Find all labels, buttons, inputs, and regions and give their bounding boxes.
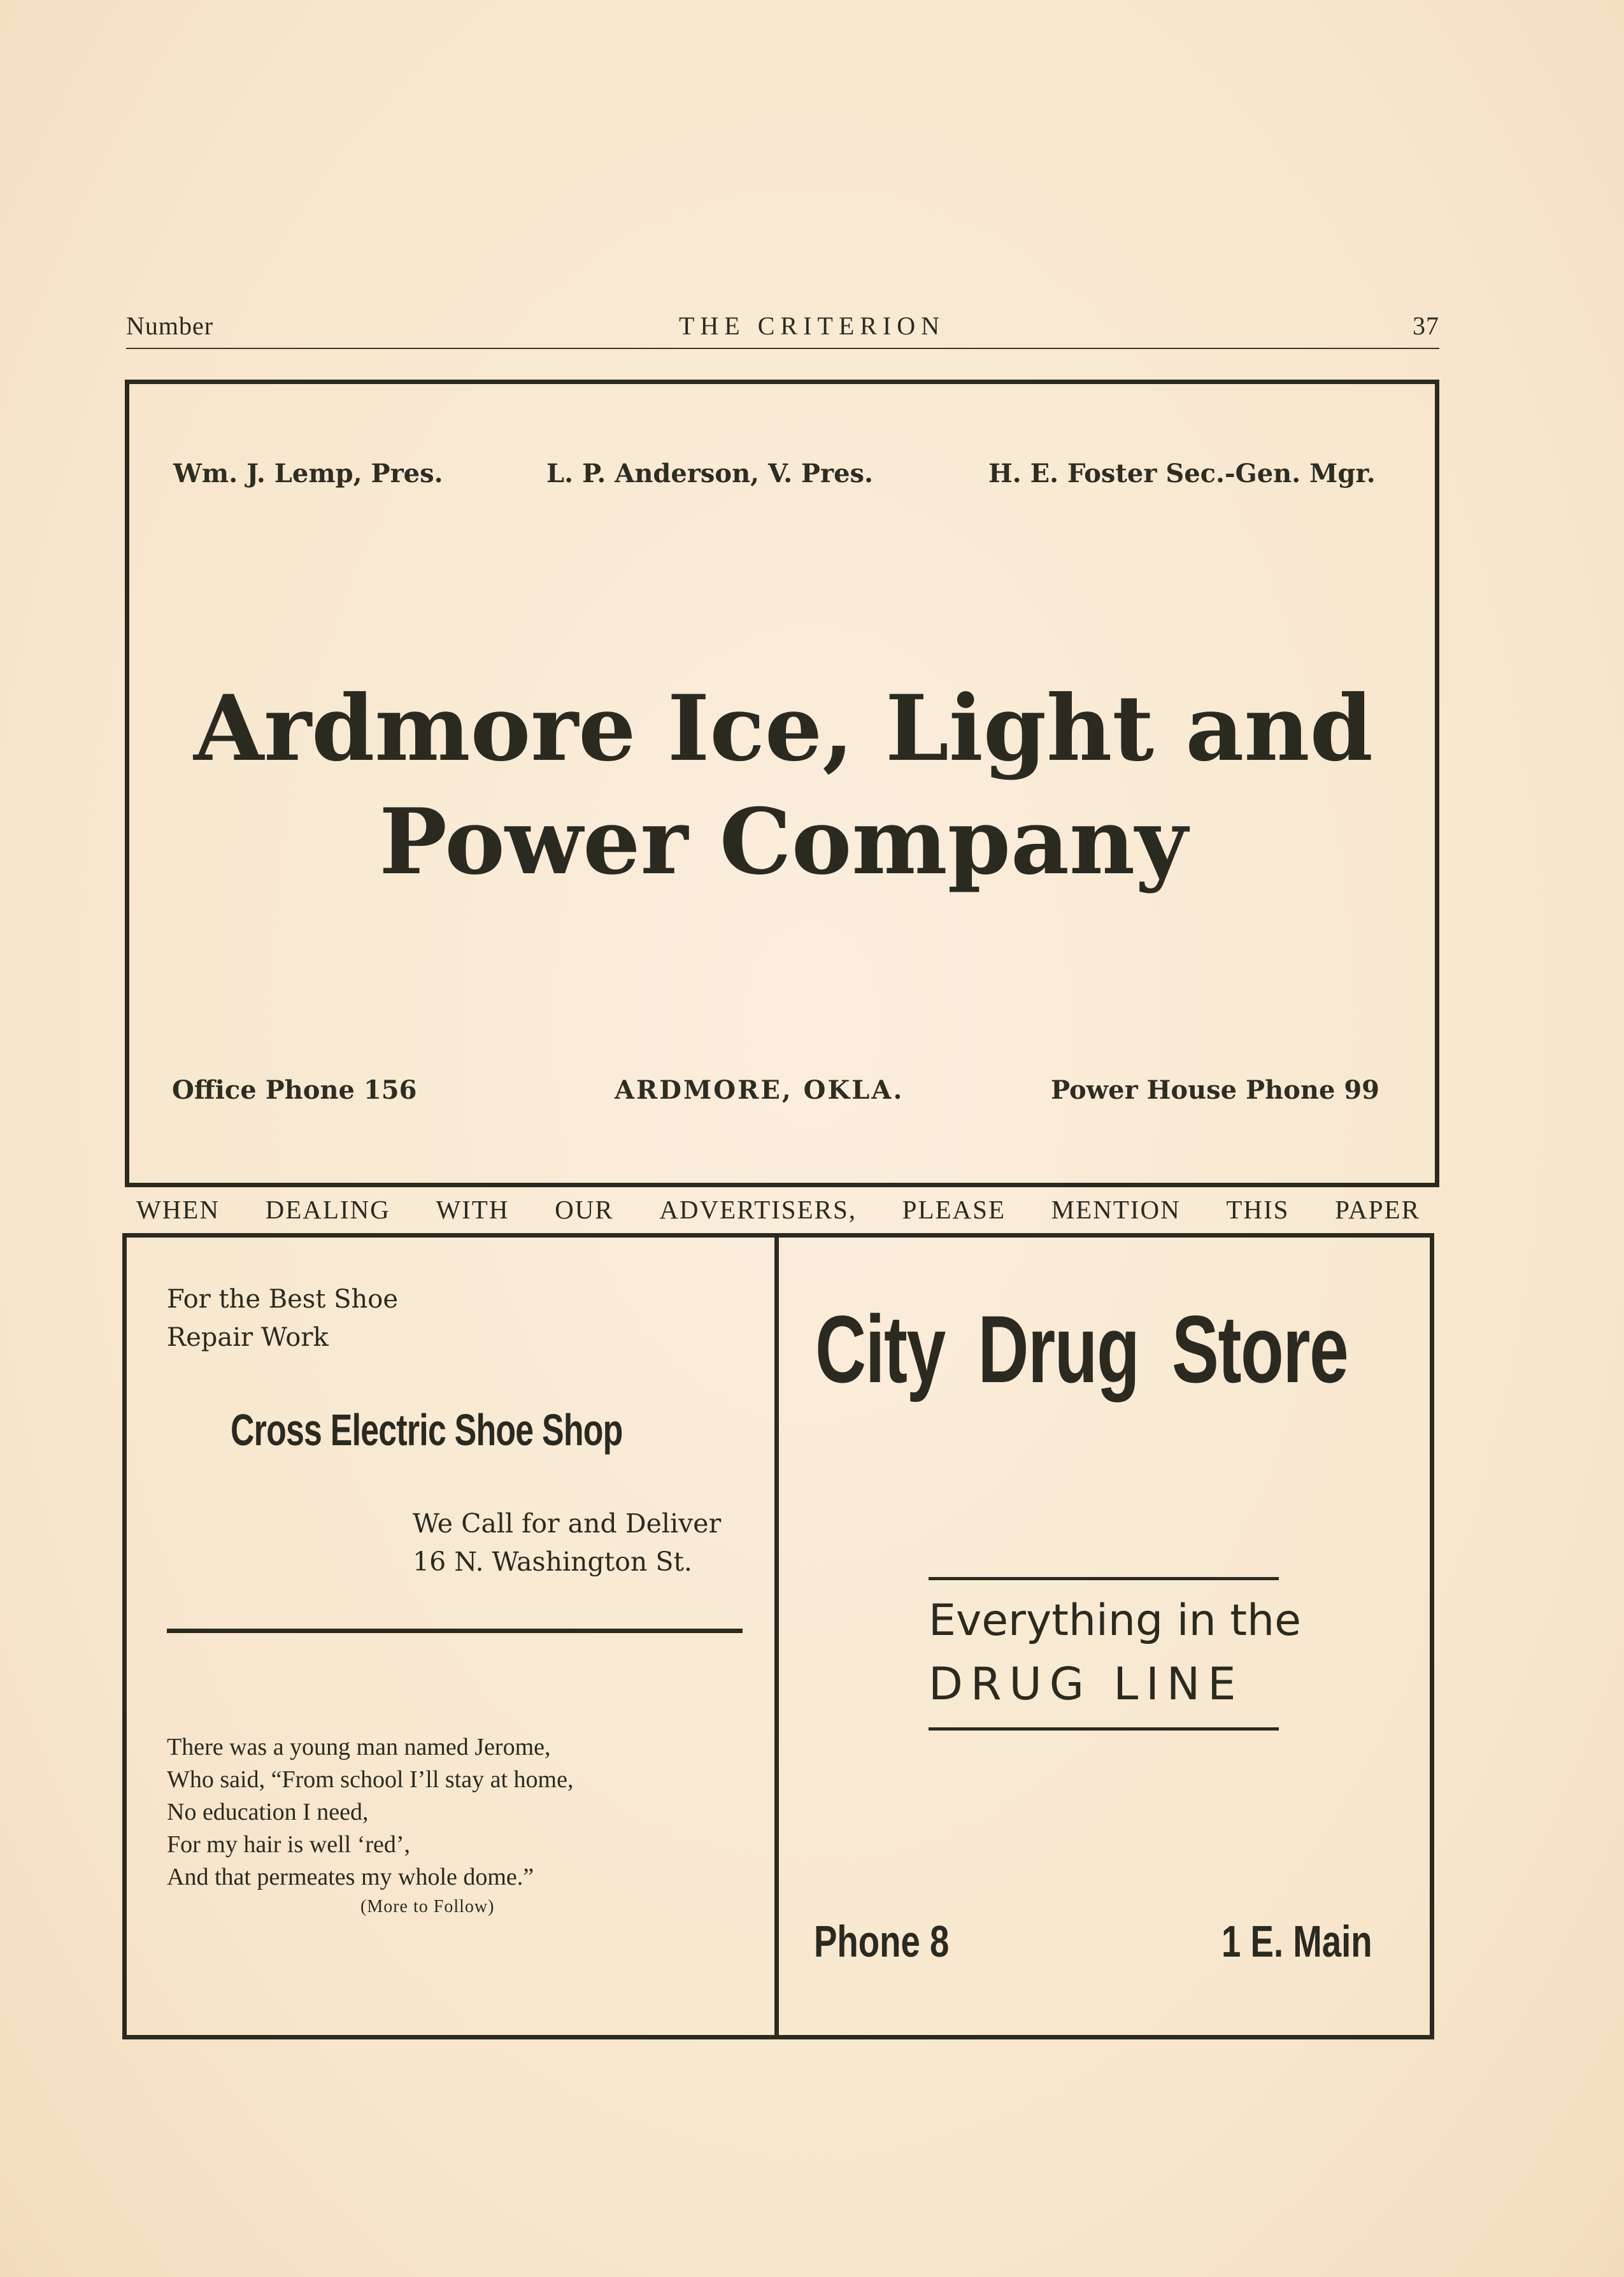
company-name-line-1: Ardmore Ice, Light and bbox=[194, 676, 1373, 782]
publication-title: THE CRITERION bbox=[678, 311, 946, 340]
banner-word: DEALING bbox=[265, 1195, 390, 1224]
shoe-ad-intro bbox=[167, 1280, 398, 1357]
drug-ad-rule-bottom bbox=[929, 1727, 1279, 1731]
limerick-line: Who said, “From school I’ll stay at home, bbox=[167, 1766, 574, 1793]
company-name bbox=[127, 672, 1439, 899]
drug-store-address: 1 E. Main bbox=[1222, 1917, 1372, 1966]
shoe-service: We Call for and Deliver bbox=[413, 1508, 722, 1539]
drug-ad-rule-top bbox=[929, 1577, 1279, 1580]
banner-word: WITH bbox=[436, 1195, 509, 1224]
banner-word: MENTION bbox=[1051, 1195, 1181, 1224]
banner-word: THIS bbox=[1226, 1195, 1290, 1224]
drug-store-name: City Drug Store bbox=[815, 1296, 1348, 1403]
column-divider bbox=[774, 1233, 779, 2039]
shoe-intro-line-2: Repair Work bbox=[167, 1323, 329, 1352]
limerick-line: No education I need, bbox=[167, 1799, 369, 1825]
power-house-phone: Power House Phone 99 bbox=[1051, 1075, 1379, 1105]
office-phone: Office Phone 156 bbox=[172, 1075, 417, 1105]
shoe-shop-address bbox=[413, 1504, 721, 1581]
drug-slogan-line-2: DRUG LINE bbox=[929, 1658, 1244, 1710]
limerick bbox=[167, 1731, 574, 1894]
shoe-shop-name: Cross Electric Shoe Shop bbox=[231, 1405, 623, 1455]
limerick-line: For my hair is well ‘red’, bbox=[167, 1831, 411, 1858]
advertisers-banner bbox=[136, 1194, 1420, 1225]
officer-vice-president: L. P. Anderson, V. Pres. bbox=[546, 459, 873, 489]
more-to-follow-note: (More to Follow) bbox=[360, 1897, 495, 1917]
drug-slogan-line-1: Everything in the bbox=[929, 1595, 1301, 1646]
banner-word: ADVERTISERS, bbox=[659, 1195, 857, 1224]
shoe-street: 16 N. Washington St. bbox=[413, 1546, 692, 1577]
limerick-line: And that permeates my whole dome.” bbox=[167, 1864, 534, 1890]
header-section-label: Number bbox=[126, 311, 214, 340]
limerick-line: There was a young man named Jerome, bbox=[167, 1734, 551, 1760]
company-location: ARDMORE, OKLA. bbox=[615, 1075, 904, 1105]
banner-word: OUR bbox=[555, 1195, 614, 1224]
company-name-line-2: Power Company bbox=[379, 789, 1188, 895]
drug-store-phone: Phone 8 bbox=[814, 1917, 950, 1966]
banner-word: PLEASE bbox=[902, 1195, 1006, 1224]
shoe-ad-rule bbox=[167, 1629, 743, 1633]
page-number: 37 bbox=[1413, 311, 1439, 340]
banner-word: PAPER bbox=[1335, 1195, 1420, 1224]
officer-secretary: H. E. Foster Sec.-Gen. Mgr. bbox=[988, 459, 1376, 489]
officer-president: Wm. J. Lemp, Pres. bbox=[173, 459, 443, 489]
shoe-intro-line-1: For the Best Shoe bbox=[167, 1285, 399, 1314]
header-rule bbox=[126, 348, 1439, 349]
banner-word: WHEN bbox=[136, 1195, 220, 1224]
